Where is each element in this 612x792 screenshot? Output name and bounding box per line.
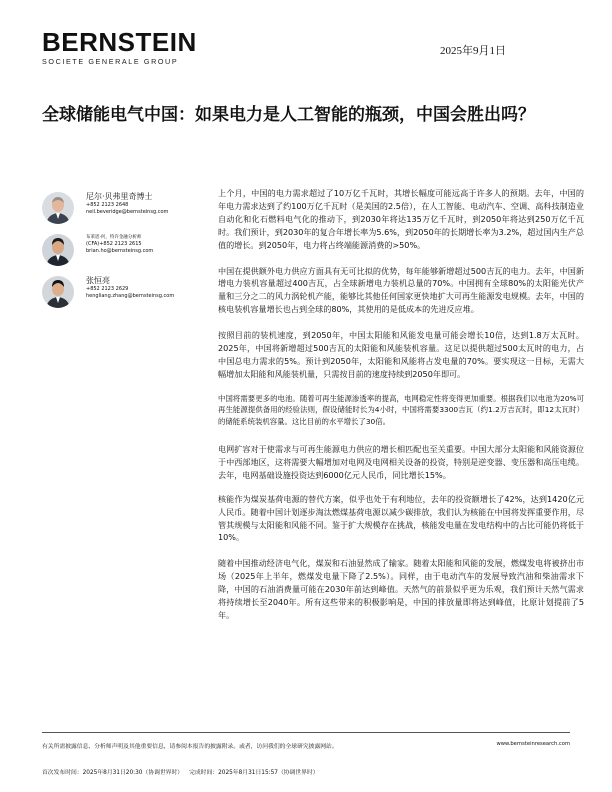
report-date: 2025年9月1日 [440,45,506,57]
analyst-card [42,276,202,312]
bernstein-logo [42,28,197,66]
analyst-phone: +852 2123 2629 [86,286,129,292]
analyst-card [42,234,202,270]
brand-name: BERNSTEIN [42,27,197,57]
analyst-list [42,192,202,318]
analyst-name: 张恒亮 [86,276,110,285]
first-published-time: 首次发布时间：2025年8月31日20:30（协调世界时） [42,770,184,776]
analyst-email[interactable]: brian.ho@bernsteinsg.com [86,248,154,254]
analyst-photo-avatar [42,234,74,266]
analyst-photo-avatar [42,192,74,224]
analyst-info [86,276,206,300]
body-paragraph: 核能作为煤炭基荷电源的替代方案，似乎也处于有利地位，去年的投资额增长了42%，达到1420亿元人民币。随着中国计划逐步淘汰燃煤基荷电源以减少碳排放，我们认为核能在中国将发挥重要作用，尽管其规模与太阳能和风能不同。鉴于扩大规模存在挑战，核能发电量在发电结构中的占比可能仍将低于10%。 [218,493,584,543]
analyst-name: 尼尔·贝弗里奇博士 [86,192,153,201]
report-body [218,187,584,635]
analyst-email[interactable]: hengliang.zhang@bernsteinsg.com [86,293,175,299]
analyst-info [86,192,206,216]
body-paragraph: 按照目前的装机速度，到2050年，中国太阳能和风能发电量可能会增长10倍，达到1.8万太瓦时。2025年，中国将新增超过500吉瓦的太阳能和风能装机容量。这足以提供超过500太瓦时的电力，占中国总电力需求的5%。预计到2050年，太阳能和风能将占发电量的70%。要实现这一目标，无需大幅增加太阳能和风能装机量，只需按目前的速度持续到2050年即可。 [218,330,584,379]
analyst-info [86,234,206,255]
body-paragraph: 上个月，中国的电力需求超过了10万亿千瓦时，其增长幅度可能远高于许多人的预期。去年，中国的年电力需求达到了约100万亿千瓦时（是美国的2.5倍），在人工智能、电动汽车、空调、高科技制造业自动化和化石燃料电气化的推动下，到2030年将达135万亿千瓦时，到2050年将达到250万亿千瓦时。我们预计，到2030年的复合年增长率为5.6%，到2050年的长期增长率为3.2%，超过国内生产总值的增长。到2050年，电力将占终端能源消费的>50%。 [218,188,584,250]
body-paragraph: 中国将需要更多的电池。随着可再生能源渗透率的提高，电网稳定性将变得更加重要。根据我们以电池为20%可再生能源提供备用的经验法则，假设储能时长为4小时，中国将需要3300吉瓦（约1.2万吉瓦时，即12太瓦时）的储能系统装机容量。这比目前的水平增长了30倍。 [218,393,584,426]
person-icon [42,276,74,308]
analyst-phone: (CFA)+852 2123 2615 [86,241,142,247]
person-icon [42,192,74,224]
disclosure-note: 有关所需披露信息、分析师声明及其他重要信息，请参阅本报告的披露附录。或者，访问我们的全球研究披露网站。 [42,744,338,750]
person-icon [42,234,74,266]
body-paragraph: 电网扩容对于使需求与可再生能源电力供应的增长相匹配也至关重要。中国大部分太阳能和风能资源位于中西部地区，这将需要大幅增加对电网及电网相关设备的投资，特别是逆变器、变压器和高压电缆。去年，电网基础设施投资达到6000亿元人民币，同比增长15%。 [218,444,584,480]
completed-time: 完成时间：2025年8月31日15:57（协调世界时） [189,770,319,776]
footer-divider [42,732,570,733]
brand-subtitle: SOCIETE GENERALE GROUP [42,57,179,66]
body-paragraph: 中国在提供额外电力供应方面具有无可比拟的优势，每年能够新增超过500吉瓦的电力。去年，中国新增电力装机容量超过400吉瓦，占全球新增电力装机总量的70%。中国拥有全球80%的太阳能光伏产量和三分之二的风力涡轮机产能，能够比其他任何国家更快地扩大可再生能源发电规模。去年，中国的核电装机容量增长也占到全球的80%，其使用的是低成本的先进反应堆。 [218,265,584,315]
analyst-photo-avatar [42,276,74,308]
analyst-email[interactable]: neil.beveridge@bernsteinsg.com [86,209,169,215]
body-paragraph: 随着中国推动经济电气化，煤炭和石油显然成了输家。随着太阳能和风能的发展，燃煤发电将被挤出市场（2025年上半年，燃煤发电量下降了2.5%）。同样，由于电动汽车的发展导致汽油和柴油需求下降，中国的石油消费量可能在2030年前达到峰值。天然气的前景似乎更为乐观，我们预计天然气需求将持续增长至2040年。所有这些带来的积极影响是，中国的排放量即将达到峰值，比原计划提前了5年。 [218,558,584,620]
analyst-name: 布莱恩·何，特许金融分析师 [86,235,142,240]
analyst-card [42,192,202,228]
publication-times [42,767,319,776]
research-website-link[interactable]: www.bernsteinresearch.com [496,741,570,747]
report-title: 全球储能电气中国：如果电力是人工智能的瓶颈，中国会胜出吗？ [42,105,535,125]
analyst-phone: +852 2123 2648 [86,202,129,208]
